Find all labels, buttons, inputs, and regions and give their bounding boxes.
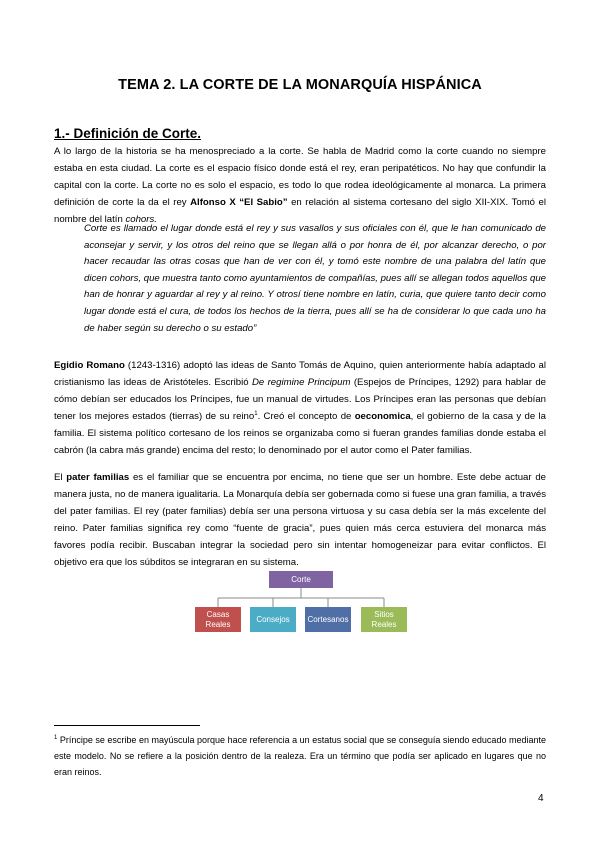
p1-italic-cohors: cohors.: [125, 214, 157, 225]
p2-text-e: . Creó el concepto de: [257, 411, 355, 422]
org-node-sitios-reales: Sitios Reales: [361, 607, 407, 632]
p2-bold-egidio: Egidio Romano: [54, 360, 125, 371]
p3-text-c: es el familiar que se encuentra por encima, no tiene que ser un hombre. Este debe actuar de manera justa, no de manera igualitaria. La Monarquía debía ser gobernada como si fuese una gran familia, a través del pater familias. El rey (pater familias) debía ser una persona virtuosa y su casa debía ser la más excelente del reino. Pater familias significa rey como “fuente de gracia”, pues quien más cerca estuviera del monarca más favores podía recibir. Buscaban integrar la sociedad pero sin intentar homogeneizar para evitar conflictos. El objetivo era que los súbditos se integraran en su sistema.: [54, 472, 546, 568]
quote-block: Corte es llamado el lugar donde está el rey y sus vasallos y sus oficiales con él, que le han comunicado de aconsejar y servir, y los otros del reino que se llegan allá o por honra de él, por alcanzar derecho, o por hacer recaudar las otras cosas que han de ver con él, y tomó este nombre de una palabra del latín que dicen cohors, que muestra tanto como ayuntamientos de compañías, pues allí se allegan todos aquellos que han de honrar y aguardar al rey y al reino. Y otrosí tiene nombre en latín, curia, que quiere tanto decir como lugar donde está el cura, de todos los hechos de la tierra, pues allí se ha de considerar lo que cada uno ha de haber según su derecho o su estado”: [84, 223, 546, 334]
footnote-ref: 1: [254, 410, 258, 417]
p3-bold-pater: pater familias: [66, 472, 130, 483]
p2-text-g: , el gobierno de la casa y de la familia. El sistema político cortesano de los reinos se organizaba como si fueran grandes familias donde estaba el cabrón (la cabra más grande) encima del resto; lo denominado por el autor como el Pater familias.: [54, 411, 546, 456]
p2-italic-title: De regimine Principum: [251, 377, 351, 388]
page-number: 4: [538, 793, 544, 804]
org-node-corte: Corte: [269, 571, 333, 588]
paragraph-egidio: [54, 357, 546, 459]
paragraph-pater-familias: [54, 469, 546, 571]
p1-text-c: en relación al sistema cortesano del siglo XII-XIX. Tomó el nombre del latín: [54, 197, 547, 225]
org-node-cortesanos: Cortesanos: [305, 607, 351, 632]
footnote: [54, 732, 546, 780]
p1-text-a: A lo largo de la historia se ha menospreciado a la corte. Se habla de Madrid como la corte cuando no siempre estaba en esta ciudad. La corte es el espacio físico donde está el rey, eran peripatéticos. No hay que confundir la capital con la corte. La corte no es solo el espacio, es todo lo que rodea ideológicamente al monarca. La primera definición de corte la da el rey: [54, 146, 546, 208]
p2-bold-oeconomica: oeconomica: [354, 411, 411, 422]
org-node-consejos: Consejos: [250, 607, 296, 632]
org-node-casas-reales: Casas Reales: [195, 607, 241, 632]
p1-bold-alfonso: Alfonso X “El Sabio”: [190, 197, 288, 208]
p2-text-b: (1243-1316) adoptó las ideas de Santo Tomás de Aquino, quien anteriormente había adaptado al cristianismo las ideas de Aristóteles. Escribió: [54, 360, 546, 388]
p2-text-d: (Espejos de Príncipes, 1292) para hablar de cómo debían ser educados los Príncipes, fue un manual de virtudes. Los Príncipes eran las personas que debían tener los mejores estados (tierras) de su reino: [54, 377, 546, 422]
page-title: TEMA 2. LA CORTE DE LA MONARQUÍA HISPÁNICA: [118, 77, 482, 93]
paragraph-definition: [54, 143, 546, 228]
footnote-divider: [54, 725, 200, 726]
section-heading: 1.- Definición de Corte.: [54, 126, 202, 141]
footnote-text: Príncipe se escribe en mayúscula porque hace referencia a un estatus social que se conseguía siendo educado mediante este modelo. No se refiere a la posición dentro de la realeza. Era un término que podía ser aplicado en lugares que no eran reinos.: [54, 735, 546, 777]
p3-text-a: El: [54, 472, 67, 483]
footnote-number: 1: [54, 735, 58, 741]
org-chart: [194, 569, 408, 633]
